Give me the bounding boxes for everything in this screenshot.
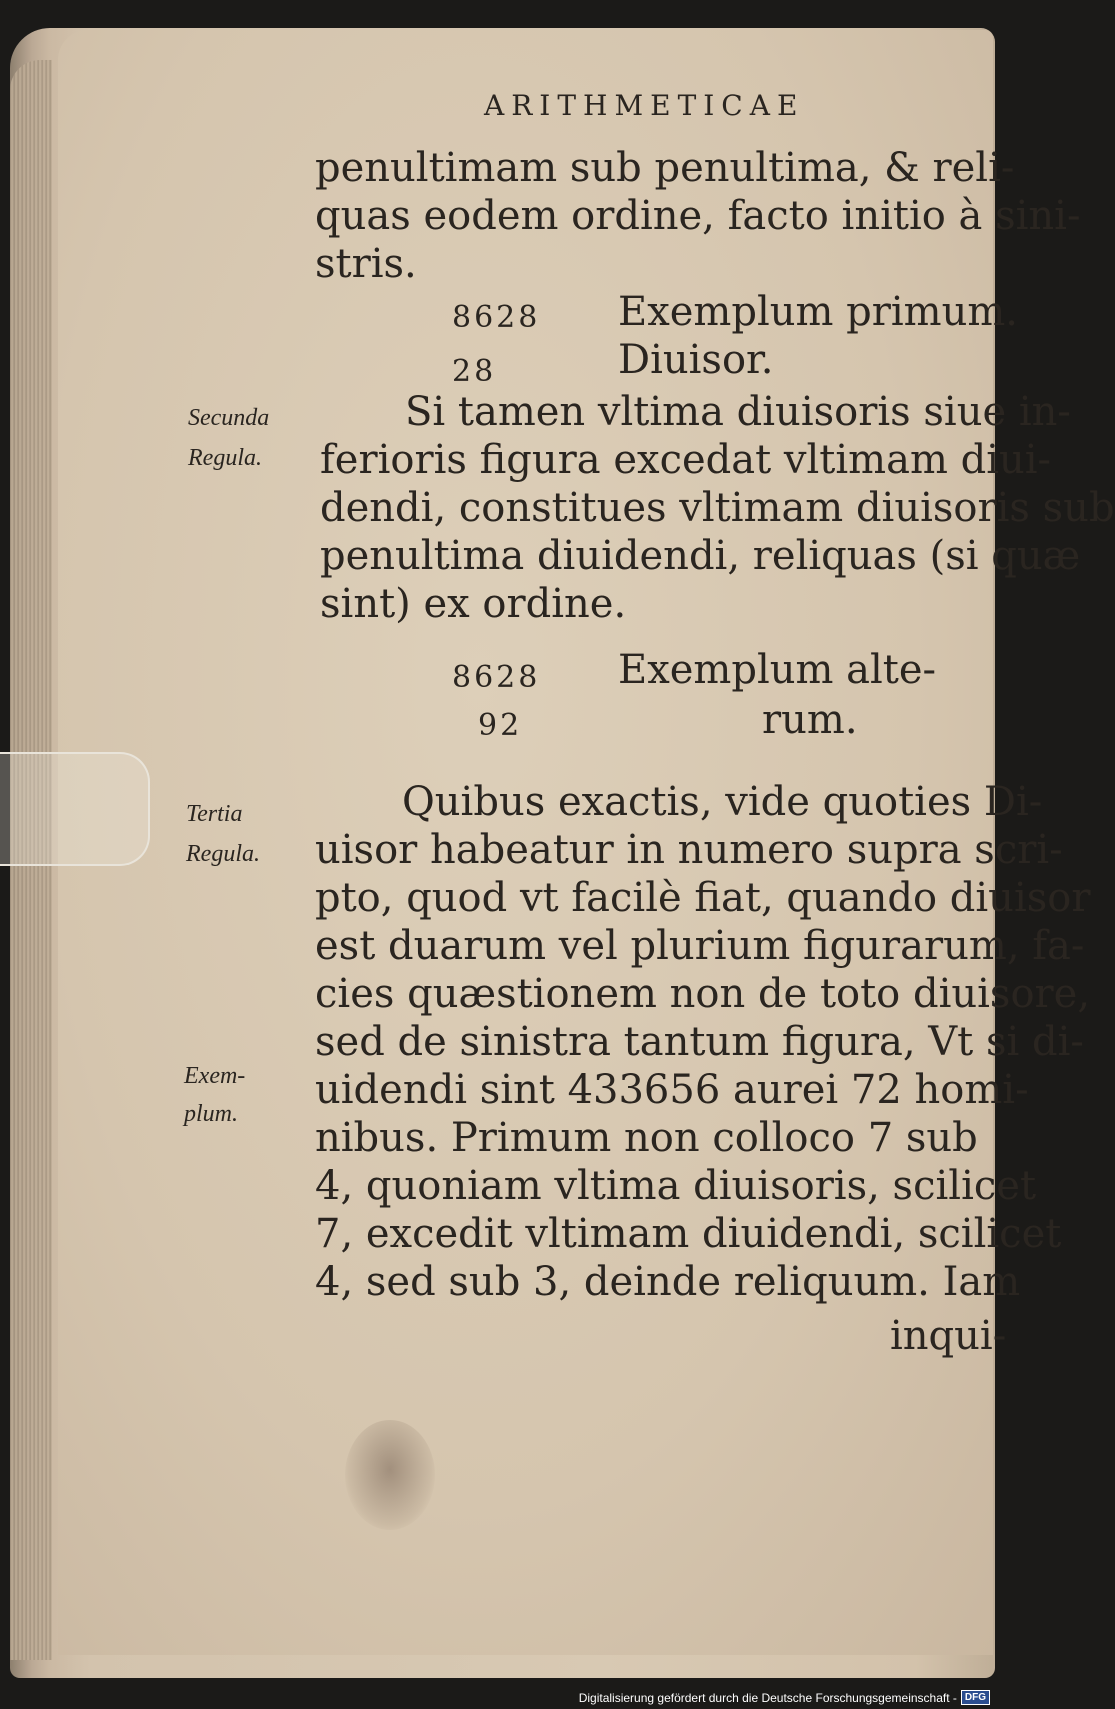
text-line: 4, sed sub 3, deinde reliquum. Iam (315, 1259, 1021, 1305)
margin-note: Tertia (186, 801, 243, 827)
example-dividend: 8628 (452, 660, 541, 695)
example-divisor: 92 (478, 708, 523, 743)
margin-note: Secunda (188, 405, 270, 431)
margin-note: Exem- (184, 1063, 246, 1089)
example-label: Exemplum alte- (618, 647, 937, 693)
text-line: uisor habeatur in numero supra scri- (315, 827, 1063, 873)
page-clip (0, 752, 150, 866)
footer (579, 1690, 990, 1705)
margin-note: Regula. (188, 445, 262, 471)
example-dividend: 8628 (452, 300, 541, 335)
margin-note: Regula. (186, 841, 260, 867)
text-line: dendi, constitues vltimam diuisoris sub (320, 485, 1115, 531)
footer-credit: Digitalisierung gefördert durch die Deutsche Forschungsgemeinschaft - (578, 1690, 957, 1705)
text-line: penultima diuidendi, reliquas (si quæ (320, 533, 1081, 579)
text-line: nibus. Primum non colloco 7 sub (315, 1115, 978, 1161)
text-line: 7, excedit vltimam diuidendi, scilicet (315, 1211, 1062, 1257)
divisor-label: Diuisor. (618, 337, 774, 383)
text-line: quas eodem ordine, facto initio à sini- (315, 193, 1081, 239)
running-header: ARITHMETICAE (484, 89, 805, 122)
text-line: Quibus exactis, vide quoties Di- (402, 779, 1043, 825)
text-line: ferioris figura excedat vltimam diui- (320, 437, 1052, 483)
text-line: sint) ex ordine. (320, 581, 627, 627)
example-divisor: 28 (452, 354, 497, 389)
margin-note: plum. (184, 1101, 238, 1127)
text-line: cies quæstionem non de toto diuisore, (315, 971, 1091, 1017)
text-line: Si tamen vltima diuisoris siue in- (405, 389, 1071, 435)
ink-stain (345, 1420, 435, 1530)
catchword: inqui- (890, 1313, 1007, 1359)
example-label: rum. (762, 697, 858, 743)
text-line: est duarum vel plurium figurarum, fa- (315, 923, 1085, 969)
text-line: stris. (315, 241, 417, 287)
text-line: pto, quod vt facilè fiat, quando diuisor (315, 875, 1091, 921)
example-label: Exemplum primum. (618, 289, 1019, 335)
text-line: 4, quoniam vltima diuisoris, scilicet (315, 1163, 1037, 1209)
text-line: penultimam sub penultima, & reli- (315, 145, 1015, 191)
dfg-logo: DFG (961, 1690, 990, 1705)
text-line: uidendi sint 433656 aurei 72 homi- (315, 1067, 1029, 1113)
text-line: sed de sinistra tantum figura, Vt si di- (315, 1019, 1084, 1065)
